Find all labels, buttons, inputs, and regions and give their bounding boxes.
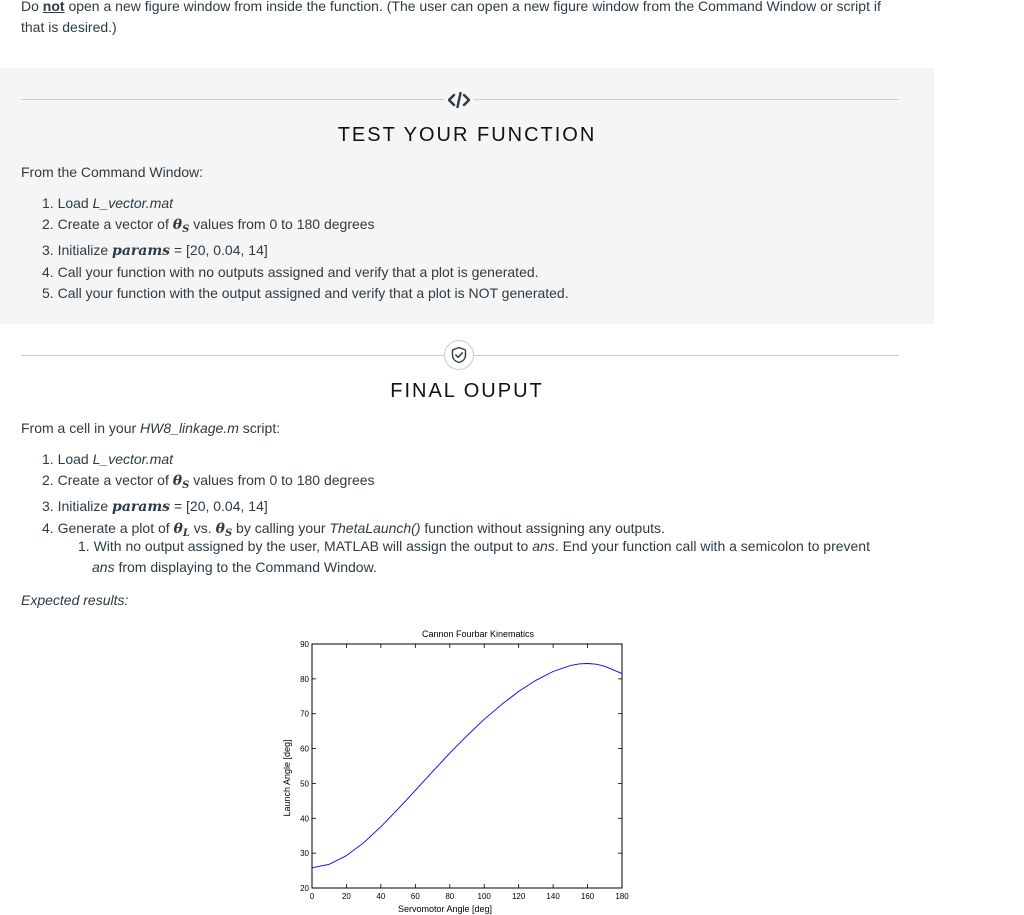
y-tick-label: 50: [300, 779, 309, 789]
final-section-title: FINAL OUPUT: [390, 380, 544, 402]
intro-text-2: that is desired.): [21, 19, 117, 35]
final-lead: From a cell in your HW8_linkage.m script:: [21, 420, 281, 436]
x-tick-label: 0: [309, 892, 315, 901]
list-item: 3. Initialize params = [20, 0.04, 14]: [42, 498, 268, 515]
list-item: 5. Call your function with the output assigned and verify that a plot is NOT generated.: [42, 285, 569, 301]
plot-area: [312, 644, 622, 888]
intro-text: Do: [21, 0, 43, 14]
y-tick-label: 90: [300, 640, 309, 649]
x-tick-label: 40: [376, 892, 386, 901]
x-tick-label: 180: [615, 892, 629, 901]
y-axis-label: Launch Angle [deg]: [282, 739, 292, 817]
x-tick-label: 80: [445, 892, 455, 901]
list-item: 2. Create a vector of $\theta_S$ values from 0 to 180 degrees: [42, 216, 375, 235]
y-tick-label: 60: [300, 744, 309, 754]
y-tick-label: 40: [300, 814, 309, 824]
list-item: 1. Load L_vector.mat: [42, 195, 174, 211]
chart-title: Cannon Fourbar Kinematics: [421, 629, 535, 639]
list-item: 2. Create a vector of $\theta_S$ values from 0 to 180 degrees: [42, 472, 375, 491]
y-tick-label: 30: [300, 849, 309, 859]
x-tick-label: 100: [477, 892, 491, 901]
y-tick-label: 70: [300, 709, 309, 719]
x-axis-label: Servomotor Angle [deg]: [397, 904, 493, 914]
list-item: 3. Initialize params = [20, 0.04, 14]: [42, 242, 268, 259]
list-item: 4. Generate a plot of $\theta_L$ vs. $\theta_S$ by calling your ThetaLaunch() function without assigning any outputs.: [42, 520, 665, 539]
x-tick-label: 140: [546, 892, 560, 901]
x-tick-label: 60: [410, 892, 420, 901]
list-item: 1. Load L_vector.mat: [42, 451, 174, 467]
intro-emphasis-not: not: [42, 0, 65, 14]
x-tick-label: 120: [511, 892, 526, 901]
test-section-title: TEST YOUR FUNCTION: [337, 124, 597, 146]
y-tick-label: 20: [300, 884, 309, 893]
x-tick-label: 160: [580, 892, 595, 901]
list-item: 1. With no output assigned by the user, MATLAB will assign the output to ans. End your function call with a semicolon to prevent ans from displaying to the Command Window.: [78, 538, 870, 575]
list-item: 4. Call your function with no outputs assigned and verify that a plot is generated.: [42, 264, 539, 280]
expected-results-label: Expected results:: [21, 592, 129, 608]
test-lead: From the Command Window:: [21, 164, 204, 180]
intro-text: open a new figure window from inside the function. (The user can open a new figure window from the Command Window or script if: [64, 0, 881, 14]
x-tick-label: 20: [341, 892, 351, 901]
y-tick-label: 80: [300, 674, 309, 684]
